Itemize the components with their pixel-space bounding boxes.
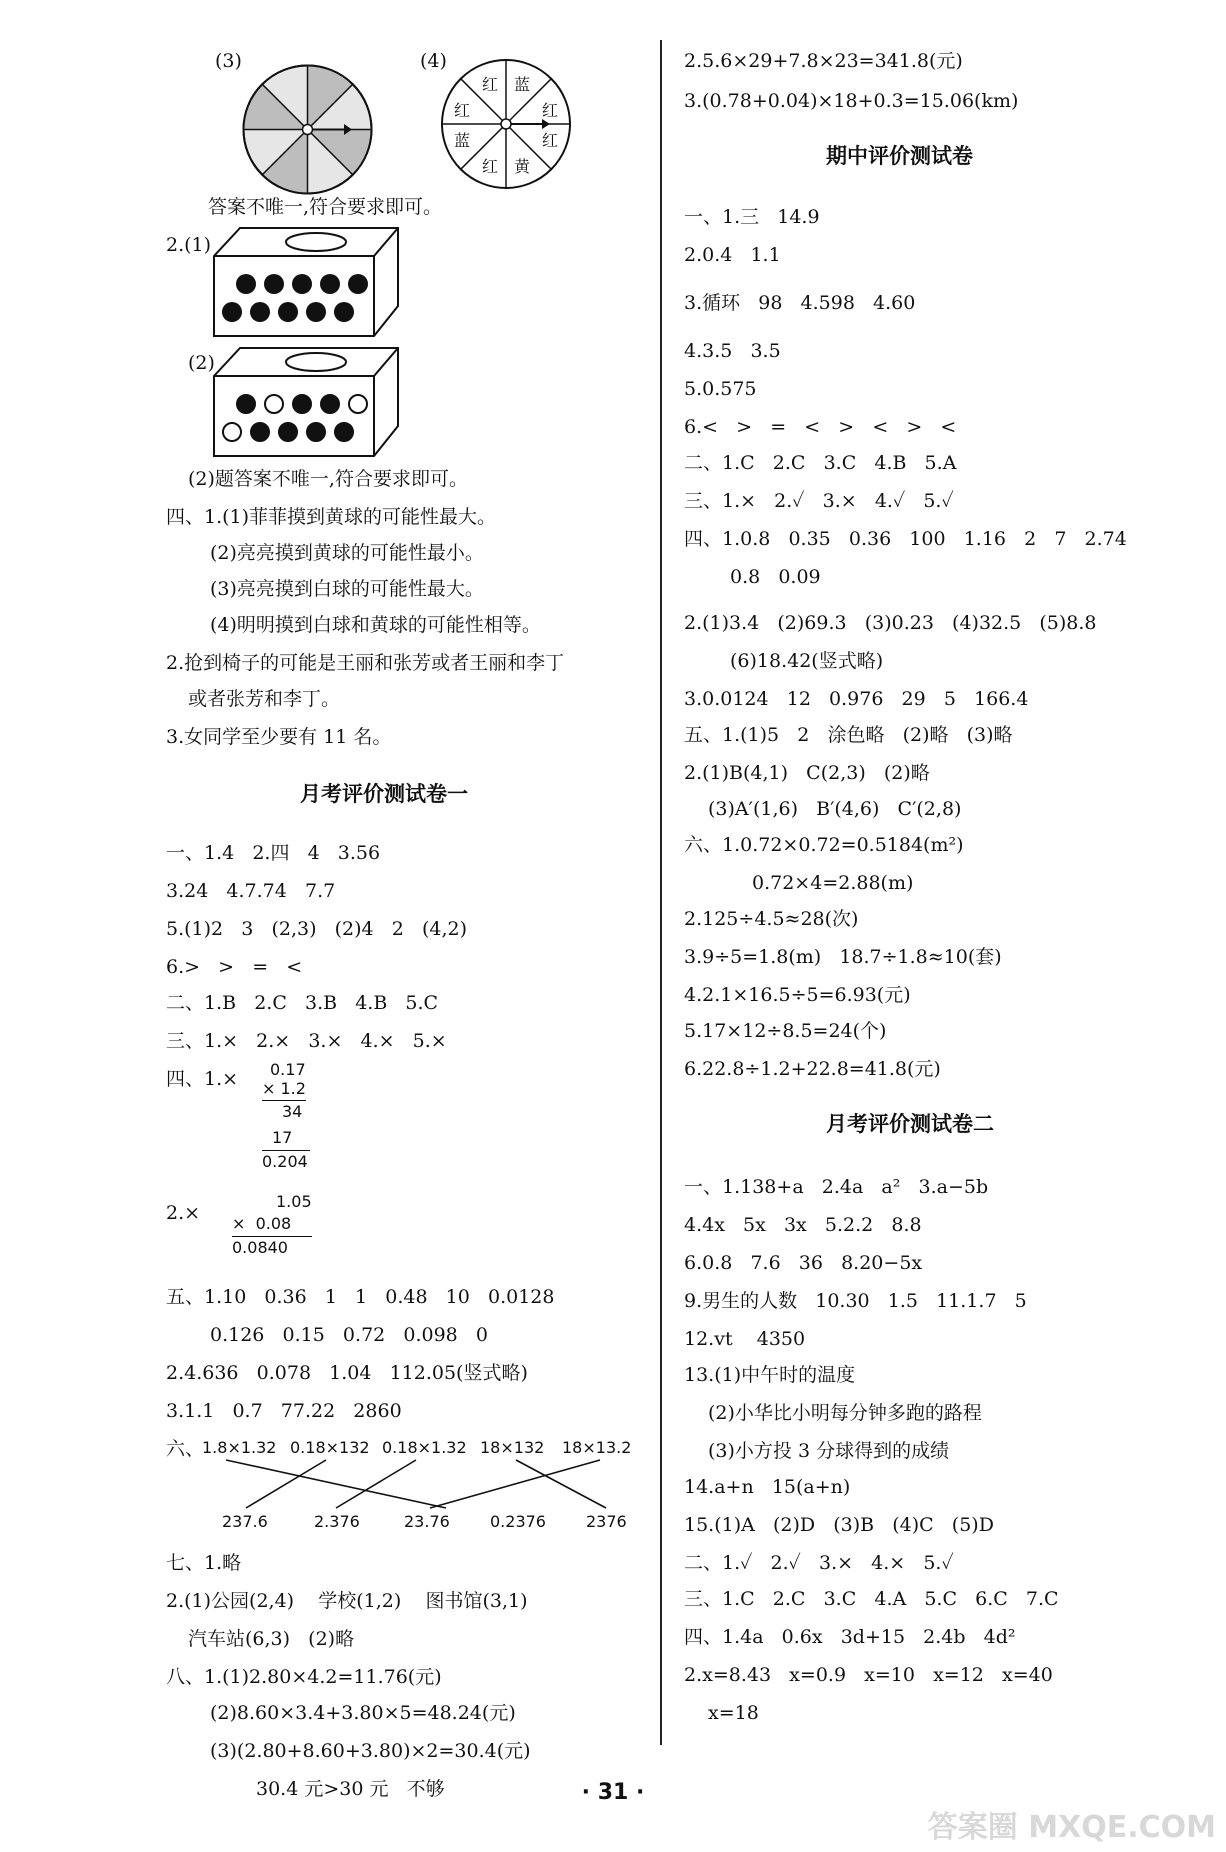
calc-rule [262, 1150, 310, 1151]
calc-line: 0.0840 [232, 1238, 288, 1257]
text-line: 六、 [166, 1438, 205, 1460]
text-line: (3)小方投 3 分球得到的成绩 [708, 1440, 950, 1462]
text-line: 五、1.10 0.36 1 1 0.48 10 0.0128 [166, 1286, 555, 1308]
calc-line: 1.05 [276, 1192, 312, 1211]
text-line: 30.4 元>30 元 不够 [256, 1778, 445, 1800]
spinner-wheel-3 [240, 62, 375, 197]
text-line: 3.(0.78+0.04)×18+0.3=15.06(km) [684, 90, 1019, 112]
calc-rule [232, 1236, 312, 1237]
text-line: 4.2.1×16.5÷5=6.93(元) [684, 984, 911, 1006]
text-line: 12.vt 4350 [684, 1328, 806, 1350]
text-line: (2)亮亮摸到黄球的可能性最小。 [210, 542, 484, 564]
text-line: x=18 [708, 1702, 759, 1724]
wheel4-sector: 红 [541, 131, 559, 150]
text-line: 15.(1)A (2)D (3)B (4)C (5)D [684, 1514, 994, 1536]
text-line: 13.(1)中午时的温度 [684, 1364, 856, 1386]
wheel4-sector: 红 [541, 101, 559, 120]
text-line: 三、1.× 2.✓ 3.× 4.✓ 5.✓ [684, 490, 954, 512]
text-line: (3)亮亮摸到白球的可能性最大。 [210, 578, 484, 600]
box-with-black-balls [212, 226, 400, 338]
match-bottom-item: 0.2376 [490, 1512, 546, 1531]
text-line: 3.9÷5=1.8(m) 18.7÷1.8≈10(套) [684, 946, 1002, 968]
text-line: 三、1.× 2.× 3.× 4.× 5.× [166, 1030, 447, 1052]
text-line: (4)明明摸到白球和黄球的可能性相等。 [210, 614, 541, 636]
calc-line: × 0.08 [232, 1214, 292, 1233]
box-with-mixed-balls [212, 346, 400, 458]
answer-note-2: (2)题答案不唯一,符合要求即可。 [188, 468, 468, 490]
wheel3-label: (3) [215, 50, 242, 72]
text-line: 四、1.4a 0.6x 3d+15 2.4b 4d² [684, 1626, 1016, 1648]
text-line: 一、1.138+a 2.4a a² 3.a−5b [684, 1176, 989, 1198]
text-line: 2.0.4 1.1 [684, 244, 781, 266]
match-top-item: 18×13.2 [562, 1438, 632, 1457]
answer-note-1: 答案不唯一,符合要求即可。 [208, 196, 443, 218]
wheel4-label: (4) [420, 50, 447, 72]
calc-line: 0.17 [270, 1060, 306, 1079]
section-heading-month-test-2: 月考评价测试卷二 [826, 1112, 994, 1136]
text-line: 2.125÷4.5≈28(次) [684, 908, 859, 930]
text-line: 5.(1)2 3 (2,3) (2)4 2 (4,2) [166, 918, 467, 940]
text-line: 2.4.636 0.078 1.04 112.05(竖式略) [166, 1362, 528, 1384]
text-line: 四、1.0.8 0.35 0.36 100 1.16 2 7 2.74 [684, 528, 1127, 550]
text-line: 0.72×4=2.88(m) [752, 872, 914, 894]
text-line: 6.22.8÷1.2+22.8=41.8(元) [684, 1058, 941, 1080]
text-line: 2.x=8.43 x=0.9 x=10 x=12 x=40 [684, 1664, 1053, 1686]
text-line: 3.女同学至少要有 11 名。 [166, 726, 392, 748]
section-heading-month-test-1: 月考评价测试卷一 [300, 782, 468, 806]
q2-2-label: (2) [188, 352, 215, 374]
text-line: 9.男生的人数 10.30 1.5 11.1.7 5 [684, 1290, 1027, 1312]
matching-lines [196, 1456, 656, 1516]
wheel4-sector: 红 [481, 75, 499, 94]
calc-line: × 1.2 [262, 1079, 306, 1098]
text-line: 2.(1)3.4 (2)69.3 (3)0.23 (4)32.5 (5)8.8 [684, 612, 1097, 634]
text-line: 0.126 0.15 0.72 0.098 0 [210, 1324, 488, 1346]
text-line: 四、1.(1)菲菲摸到黄球的可能性最大。 [166, 506, 497, 528]
text-line: 二、1.C 2.C 3.C 4.B 5.A [684, 452, 957, 474]
watermark-text: 答案圈 MXQE.COM [927, 1810, 1216, 1845]
text-line: (3)(2.80+8.60+3.80)×2=30.4(元) [210, 1740, 531, 1762]
text-line: 五、1.(1)5 2 涂色略 (2)略 (3)略 [684, 724, 1013, 746]
match-bottom-item: 2.376 [314, 1512, 360, 1531]
text-line: 四、1.× [166, 1068, 239, 1090]
calc-rule [262, 1100, 306, 1101]
match-bottom-item: 237.6 [222, 1512, 268, 1531]
text-line: 七、1.略 [166, 1552, 242, 1574]
text-line: 5.0.575 [684, 378, 757, 400]
text-line: 6.> > = < [166, 956, 303, 978]
text-line: 八、1.(1)2.80×4.2=11.76(元) [166, 1666, 442, 1688]
text-line: 二、1.B 2.C 3.B 4.B 5.C [166, 992, 439, 1014]
text-line: 3.1.1 0.7 77.22 2860 [166, 1400, 402, 1422]
text-line: 或者张芳和李丁。 [188, 688, 341, 710]
match-top-item: 0.18×132 [290, 1438, 370, 1457]
calc-line: 0.204 [262, 1152, 308, 1171]
text-line: 六、1.0.72×0.72=0.5184(m²) [684, 834, 964, 856]
section-heading-midterm-test: 期中评价测试卷 [826, 144, 973, 168]
text-line: 2.(1)公园(2,4) 学校(1,2) 图书馆(3,1) [166, 1590, 528, 1612]
match-bottom-item: 2376 [586, 1512, 627, 1531]
text-line: 2.× [166, 1202, 201, 1224]
calc-line: 17 [272, 1128, 293, 1147]
column-divider [660, 40, 662, 1745]
match-top-item: 0.18×1.32 [382, 1438, 467, 1457]
text-line: 4.4x 5x 3x 5.2.2 8.8 [684, 1214, 922, 1236]
text-line: 一、1.三 14.9 [684, 206, 820, 228]
page-number: · 31 · [581, 1780, 645, 1805]
text-line: 二、1.✓ 2.✓ 3.× 4.× 5.✓ [684, 1552, 954, 1574]
text-line: 3.24 4.7.74 7.7 [166, 880, 336, 902]
text-line: 6.0.8 7.6 36 8.20−5x [684, 1252, 923, 1274]
text-line: (2)8.60×3.4+3.80×5=48.24(元) [210, 1702, 516, 1724]
match-top-item: 18×132 [480, 1438, 545, 1457]
watermark [928, 1802, 1216, 1846]
text-line: (2)小华比小明每分钟多跑的路程 [708, 1402, 982, 1424]
text-line: 2.抢到椅子的可能是王丽和张芳或者王丽和李丁 [166, 652, 565, 674]
wheel4-sector: 红 [481, 157, 499, 176]
wheel4-sector: 蓝 [453, 131, 471, 150]
match-top-item: 1.8×1.32 [202, 1438, 277, 1457]
text-line: 0.8 0.09 [730, 566, 821, 588]
text-line: 6.< > = < > < > < [684, 416, 957, 438]
text-line: 三、1.C 2.C 3.C 4.A 5.C 6.C 7.C [684, 1588, 1059, 1610]
text-line: 3.循环 98 4.598 4.60 [684, 292, 916, 314]
text-line: 一、1.4 2.四 4 3.56 [166, 842, 381, 864]
wheel4-sector: 红 [453, 101, 471, 120]
text-line: (3)A′(1,6) B′(4,6) C′(2,8) [708, 798, 962, 820]
wheel4-sector: 黄 [513, 157, 531, 176]
text-line: 汽车站(6,3) (2)略 [188, 1628, 355, 1650]
q2-1-label: 2.(1) [166, 234, 212, 256]
wheel4-sector: 蓝 [513, 75, 531, 94]
text-line: 14.a+n 15(a+n) [684, 1476, 851, 1498]
spinner-wheel-4 [438, 56, 574, 192]
text-line: 4.3.5 3.5 [684, 340, 781, 362]
text-line: 5.17×12÷8.5=24(个) [684, 1020, 887, 1042]
text-line: (6)18.42(竖式略) [730, 650, 884, 672]
calc-line: 34 [282, 1102, 303, 1121]
text-line: 2.(1)B(4,1) C(2,3) (2)略 [684, 762, 930, 784]
text-line: 3.0.0124 12 0.976 29 5 166.4 [684, 688, 1029, 710]
match-bottom-item: 23.76 [404, 1512, 450, 1531]
text-line: 2.5.6×29+7.8×23=341.8(元) [684, 50, 963, 72]
